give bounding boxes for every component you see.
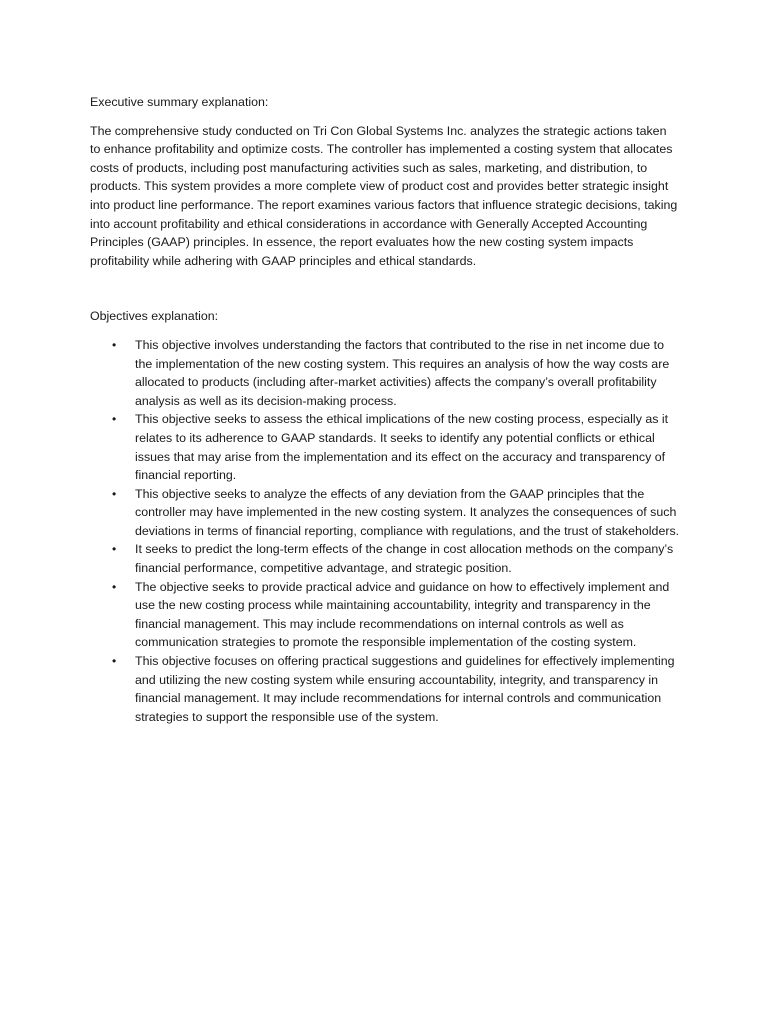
objective-text: This objective focuses on offering practical suggestions and guidelines for effectively implementing and utilizing the new costing system while ensuring accountability, integrity, and transparency in financial management. It may include recommendations for internal controls and communication strategies to support the responsible use of the system.	[135, 654, 675, 724]
objective-item	[90, 336, 680, 410]
executive-summary-paragraph: The comprehensive study conducted on Tri Con Global Systems Inc. analyzes the strategic actions taken to enhance profitability and optimize costs. The controller has implemented a costing system that allocates costs of products, including post manufacturing activities such as sales, marketing, and distribution, to products. This system provides a more complete view of product cost and provides better strategic insight into product line performance. The report examines various factors that influence strategic decisions, taking into account profitability and ethical considerations in accordance with Generally Accepted Accounting Principles (GAAP) principles. In essence, the report evaluates how the new costing system impacts profitability while adhering with GAAP principles and ethical standards.	[90, 123, 678, 268]
objective-text: The objective seeks to provide practical advice and guidance on how to effectively implement and use the new costing process while maintaining accountability, integrity and transparency in the financial management. This may include recommendations on internal controls as well as communication strategies to promote the responsible implementation of the costing system.	[135, 579, 670, 650]
section-spacer	[90, 270, 680, 307]
objectives-list	[90, 336, 680, 726]
bullet-icon: •	[112, 412, 117, 427]
bullet-icon: •	[112, 486, 117, 501]
objective-text: This objective involves understanding the factors that contributed to the rise in net income due to the implementation of the new costing system. This requires an analysis of how the way costs are allocated to products (including after-market activities) affects the company’s overall profitability analysis as well as its decision-making process.	[135, 337, 670, 408]
bullet-icon: •	[112, 654, 117, 669]
objective-text: This objective seeks to analyze the effects of any deviation from the GAAP principles that the controller may have implemented in the new costing system. It analyzes the consequences of such deviations in terms of financial reporting, compliance with regulations, and the trust of stakeholders.	[135, 486, 680, 538]
objective-text: It seeks to predict the long-term effects of the change in cost allocation methods on the company’s financial performance, competitive advantage, and strategic position.	[135, 542, 674, 576]
objectives-heading: Objectives explanation:	[90, 309, 219, 324]
objective-item	[90, 485, 680, 541]
objective-item	[90, 652, 680, 726]
objective-item	[90, 578, 680, 652]
document-body	[90, 93, 680, 726]
objective-item	[90, 540, 680, 577]
executive-summary-heading: Executive summary explanation:	[90, 95, 269, 109]
bullet-icon: •	[112, 579, 117, 594]
bullet-icon: •	[112, 337, 117, 352]
bullet-icon: •	[112, 542, 117, 557]
objective-text: This objective seeks to assess the ethical implications of the new costing process, especially as it relates to its adherence to GAAP standards. It seeks to identify any potential conflicts or ethical issues that may arise from the implementation and its effect on the accuracy and transparency of financial reporting.	[135, 412, 669, 483]
objective-item	[90, 410, 680, 484]
